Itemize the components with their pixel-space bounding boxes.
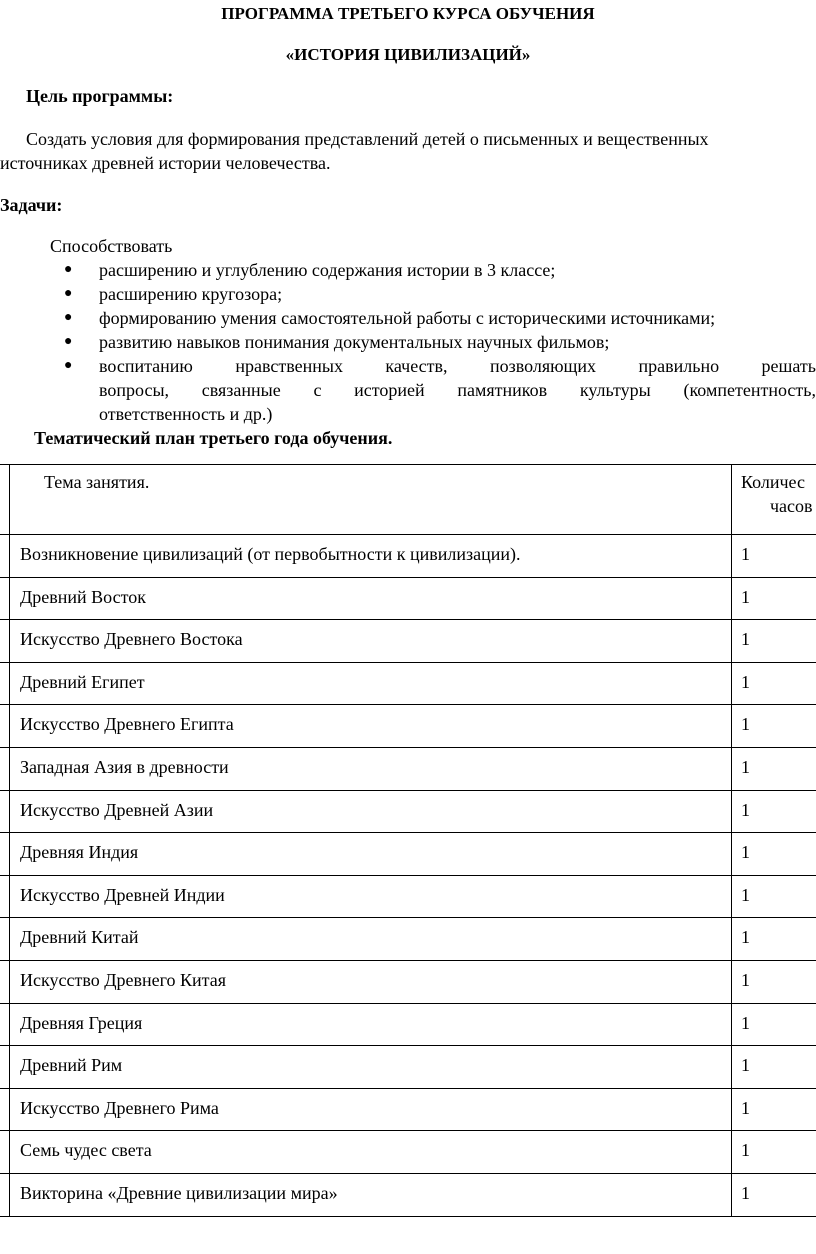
plan-table [0, 464, 816, 1216]
table-cell-topic: Возникновение цивилизаций (от первобытности к цивилизации). [20, 544, 521, 564]
bullet-icon: ● [64, 310, 73, 325]
table-cell-hours: 1 [741, 1055, 750, 1076]
table-cell-hours: 1 [741, 1183, 750, 1203]
bullet-icon: ● [64, 358, 73, 373]
table-cell-topic: Искусство Древнего Востока [20, 629, 243, 650]
bullet-icon: ● [64, 334, 73, 349]
task-item-word: позволяющих [489, 356, 597, 376]
task-item-word: воспитанию [99, 356, 193, 376]
page-subtitle: «ИСТОРИЯ ЦИВИЛИЗАЦИЙ» [285, 45, 531, 64]
table-row-divider [0, 662, 816, 663]
table-row-divider [0, 619, 816, 620]
bullet-icon: ● [64, 262, 73, 277]
goal-text-line1: Создать условия для формирования представлений детей о письменных и вещественных [26, 129, 709, 149]
table-row-divider [0, 747, 816, 748]
table-cell-topic: Искусство Древней Индии [20, 884, 225, 905]
table-cell-hours: 1 [741, 757, 750, 777]
table-cell-hours: 1 [741, 927, 750, 948]
table-cell-topic: Искусство Древнего Китая [20, 970, 227, 990]
task-item: расширению кругозора; [99, 284, 283, 304]
table-row-divider [0, 704, 816, 705]
table-row-divider [0, 790, 816, 791]
task-item-word: историей [354, 380, 425, 400]
table-cell-hours: 1 [741, 1012, 750, 1033]
table-row-divider [0, 960, 816, 961]
table-row-divider [0, 917, 816, 918]
table-cell-topic: Викторина «Древние цивилизации мира» [20, 1183, 338, 1203]
task-item: расширению и углублению содержания истории в 3 классе; [99, 260, 556, 280]
task-item: развитию навыков понимания документальных научных фильмов; [99, 332, 610, 352]
task-item-last-line1 [99, 356, 816, 377]
tasks-intro: Способствовать [50, 236, 173, 256]
table-cell-hours: 1 [741, 671, 750, 692]
col-topic-header: Тема занятия. [44, 472, 150, 492]
table-cell-hours: 1 [741, 714, 750, 735]
table-cell-hours: 1 [741, 1097, 750, 1118]
table-cell-topic: Западная Азия в древности [20, 757, 229, 777]
table-cell-hours: 1 [741, 1140, 750, 1161]
task-item-word: связанные [201, 380, 281, 400]
bullet-icon: ● [64, 286, 73, 301]
table-cell-hours: 1 [741, 884, 750, 905]
table-cell-topic: Древний Рим [20, 1055, 123, 1076]
task-item-word: культуры [579, 380, 651, 400]
table-row-divider [0, 875, 816, 876]
task-item-word: нравственных [235, 356, 343, 376]
col-hours-header-line1: Количес [741, 472, 805, 492]
table-row-divider [0, 1045, 816, 1046]
task-item-word: с [313, 380, 322, 400]
table-row-divider [0, 832, 816, 833]
table-row-divider [0, 577, 816, 578]
goal-text-line2: источниках древней истории человечества. [0, 153, 331, 173]
table-header-divider [0, 534, 816, 535]
tasks-heading: Задачи: [0, 195, 63, 215]
table-cell-topic: Семь чудес света [20, 1140, 152, 1161]
table-row-divider [0, 1003, 816, 1004]
task-item-word: решать [761, 356, 816, 376]
page-title: ПРОГРАММА ТРЕТЬЕГО КУРСА ОБУЧЕНИЯ [221, 4, 595, 23]
table-cell-hours: 1 [741, 586, 750, 607]
col-hours-header-line2: часов [770, 496, 813, 516]
task-item-last-line3: ответственность и др.) [99, 404, 273, 424]
table-cell-hours: 1 [741, 799, 750, 820]
table-cell-topic: Искусство Древнего Египта [20, 714, 234, 735]
table-cell-topic: Искусство Древней Азии [20, 799, 214, 820]
goal-heading: Цель программы: [26, 86, 174, 106]
task-item-word: правильно [638, 356, 720, 376]
task-item-word: вопросы, [99, 380, 170, 400]
table-cell-hours: 1 [741, 544, 750, 564]
table-cell-hours: 1 [741, 629, 750, 650]
table-row-divider [0, 1130, 816, 1131]
table-cell-topic: Древняя Индия [20, 842, 139, 863]
task-item-last-line2 [99, 380, 816, 401]
table-cell-topic: Древний Китай [20, 927, 139, 948]
table-cell-topic: Искусство Древнего Рима [20, 1097, 219, 1118]
table-cell-topic: Древняя Греция [20, 1012, 143, 1033]
table-cell-topic: Древний Восток [20, 586, 146, 607]
task-item: формированию умения самостоятельной работы с историческими источниками; [99, 308, 716, 328]
task-item-word: качеств, [385, 356, 448, 376]
table-border-top [0, 464, 816, 465]
table-row-divider [0, 1088, 816, 1089]
table-row-divider [0, 1216, 816, 1217]
task-item-word: памятников [457, 380, 548, 400]
table-cell-topic: Древний Египет [20, 671, 145, 692]
table-cell-hours: 1 [741, 842, 750, 863]
table-row-divider [0, 1173, 816, 1174]
plan-heading: Тематический план третьего года обучения. [34, 428, 393, 448]
table-cell-hours: 1 [741, 970, 750, 990]
task-item-word: (компетентность, [683, 380, 816, 400]
